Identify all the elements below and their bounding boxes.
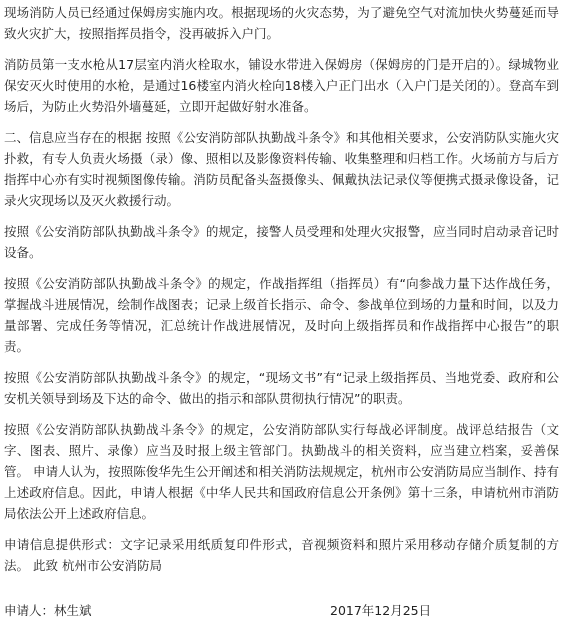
paragraph-water-supply: 消防员第一支水枪从17层室内消火栓取水，铺设水带进入保姆房（保姆房的门是开启的）。绿城物业保安灭火时使用的水枪，是通过16楼室内消火栓向18楼入户正门出水（入户门是关闭的）。登高车到场后，为防止火势沿外墙蔓延，立即开起做好射水准备。: [4, 57, 559, 114]
paragraph-request-format: 申请信息提供形式：文字记录采用纸质复印件形式，音视频资料和照片采用移动存储介质复制的方法。 此致 杭州市公安消防局: [4, 537, 559, 573]
paragraph-recording-equipment: 按照《公安消防部队执勤战斗条令》的规定，接警人员受理和处理火灾报警，应当同时启动录音记时设备。: [4, 224, 559, 260]
paragraph-field-documents: 按照《公安消防部队执勤战斗条令》的规定，“现场文书”有“记录上级指挥员、当地党委、政府和公安机关领导到场及下达的命令、做出的指示和部队贯彻执行情况”的职责。: [4, 370, 559, 406]
paragraph-command-duties: 按照《公安消防部队执勤战斗条令》的规定，作战指挥组（指挥员）有“向参战力量下达作战任务，掌握战斗进展情况，绘制作战图表；记录上级首长指示、命令、参战单位到场的力量和时间，以及力量部署、完成任务等情况，汇总统计作战进展情况，及时向上级指挥员和作战指挥中心报告”的职责。: [4, 276, 559, 354]
signature-row: [4, 601, 559, 621]
applicant-name: 申请人：林生斌: [4, 603, 92, 618]
signature-date: 2017年12月25日: [330, 603, 432, 618]
paragraph-information-basis: 二、信息应当存在的根据 按照《公安消防部队执勤战斗条令》和其他相关要求，公安消防队实施火灾扑救，有专人负责火场摄（录）像、照相以及影像资料传输、收集整理和归档工作。火场前方与后方指挥中心亦有实时视频图像传输。消防员配备头盔摄像头、佩戴执法记录仪等便携式摄录像设备，记录火灾现场以及灭火救援行动。: [4, 130, 559, 208]
paragraph-battle-review: 按照《公安消防部队执勤战斗条令》的规定，公安消防部队实行每战必评制度。战评总结报告（文字、图表、照片、录像）应当及时报上级主管部门。执勤战斗的相关资料，应当建立档案，妥善保管。 申请人认为，按照陈俊华先生公开阐述和相关消防法规规定，杭州市公安消防局应当制作、持有上述政府信息。因此，申请人根据《中华人民共和国政府信息公开条例》第十三条，申请杭州市消防局依法公开上述政府信息。: [4, 422, 559, 521]
paragraph-fire-attack: 现场消防人员已经通过保姆房实施内攻。根据现场的火灾态势，为了避免空气对流加快火势蔓延而导致火灾扩大，按照指挥员指令，没再破拆入户门。: [4, 5, 559, 41]
